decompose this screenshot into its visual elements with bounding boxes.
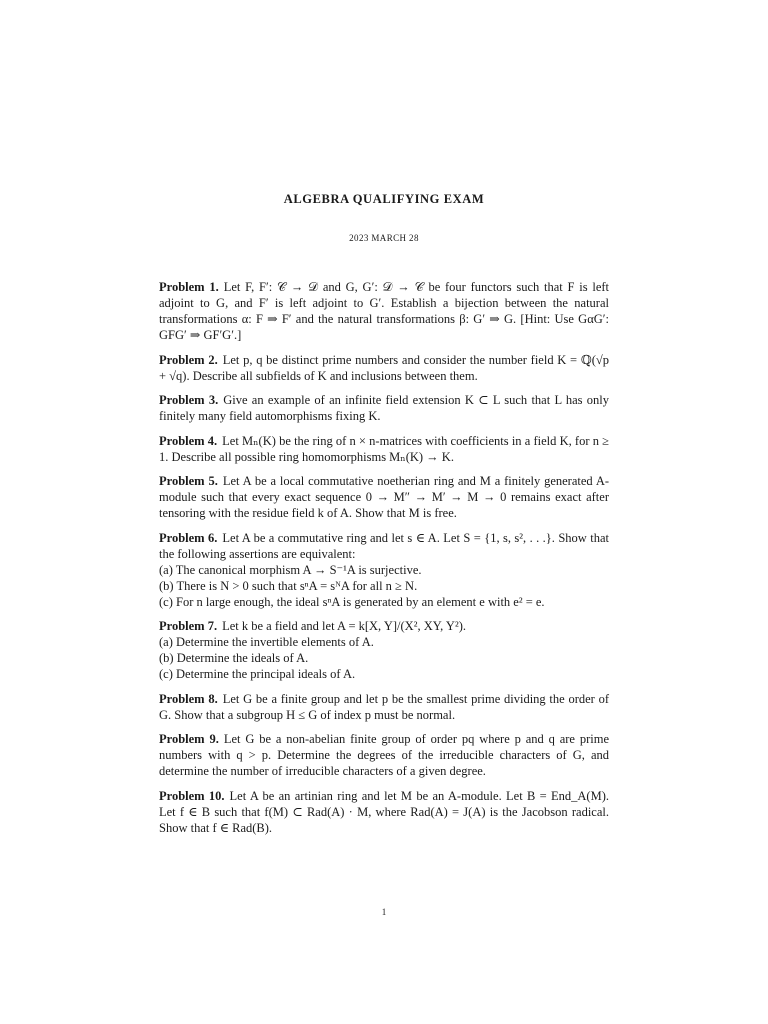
problem-label: Problem 4.	[159, 433, 218, 448]
page-number: 1	[381, 907, 387, 917]
problem-part: (a) The canonical morphism A → S⁻¹A is surjective.	[159, 562, 422, 577]
problem-parts	[159, 634, 609, 682]
problem-part: (b) Determine the ideals of A.	[159, 651, 309, 665]
problem-parts	[159, 562, 609, 610]
problem-3	[159, 392, 609, 424]
problem-part: (c) Determine the principal ideals of A.	[159, 667, 356, 681]
problem-1	[159, 279, 609, 343]
problem-text: Let A be a local commutative noetherian ring and M a finitely generated A-module such that every exact sequence 0 → M″ → M′ → M → 0 remains exact after tensoring with the residue field k of A. Show that M is free.	[159, 474, 610, 520]
problem-label: Problem 2.	[159, 352, 218, 367]
exam-date: 2023 MARCH 28	[349, 233, 419, 243]
problem-text: Let G be a non-abelian finite group of order pq where p and q are prime numbers with q > p. Determine the degrees of the irreducible characters of G, and determine the number of irreducible characters of a given degree.	[159, 732, 609, 778]
problem-label: Problem 10.	[159, 788, 225, 803]
problem-4	[159, 433, 609, 465]
problem-text: Give an example of an infinite field extension K ⊂ L such that L has only finitely many field automorphisms fixing K.	[159, 393, 610, 423]
problem-text: Let G be a finite group and let p be the smallest prime dividing the order of G. Show that a subgroup H ≤ G of index p must be normal.	[159, 691, 609, 722]
problem-8	[159, 691, 609, 723]
problem-9	[159, 731, 609, 779]
problem-text: Let Mₙ(K) be the ring of n × n-matrices with coefficients in a field K, for n ≥ 1. Describe all possible ring homomorphisms Mₙ(K) → K.	[159, 433, 610, 464]
problem-5	[159, 473, 609, 521]
problem-2	[159, 352, 609, 384]
problem-part: (c) For n large enough, the ideal sⁿA is generated by an element e with e² = e.	[159, 594, 545, 609]
problem-label: Problem 1.	[159, 280, 219, 294]
problem-label: Problem 6.	[159, 530, 218, 545]
problem-label: Problem 8.	[159, 691, 218, 706]
problem-label: Problem 7.	[159, 619, 218, 633]
problem-part: (b) There is N > 0 such that sⁿA = sᴺA for all n ≥ N.	[159, 578, 418, 593]
problem-label: Problem 9.	[159, 732, 219, 746]
problem-text: Let A be a commutative ring and let s ∈ A. Let S = {1, s, s², . . .}. Show that the following assertions are equivalent:	[159, 530, 610, 561]
problem-text: Let p, q be distinct prime numbers and consider the number field K = ℚ(√p + √q). Describe all subfields of K and inclusions between them.	[159, 352, 609, 383]
problem-label: Problem 5.	[159, 474, 218, 488]
problem-text: Let k be a field and let A = k[X, Y]/(X², XY, Y²).	[222, 619, 466, 633]
problem-text: Let A be an artinian ring and let M be an A-module. Let B = End_A(M). Let f ∈ B such that f(M) ⊂ Rad(A) · M, where Rad(A) = J(A) is the Jacobson radical. Show that f ∈ Rad(B).	[159, 788, 610, 835]
problem-10	[159, 788, 609, 836]
exam-title: ALGEBRA QUALIFYING EXAM	[283, 192, 485, 206]
problem-part: (a) Determine the invertible elements of A.	[159, 635, 374, 649]
problem-label: Problem 3.	[159, 393, 219, 407]
problem-7	[159, 618, 609, 682]
problem-6	[159, 530, 609, 610]
problem-text: Let F, F′: 𝒞 → 𝒟 and G, G′: 𝒟 → 𝒞 be four functors such that F is left adjoint to G, and F′ is left adjoint to G′. Establish a bijection between the natural transformations α: F ⇒ F′ and the natural transformations β: G′ ⇒ G. [Hint: Use GαG′: GFG′ ⇒ GF′G′.]	[159, 280, 609, 342]
problem-list	[159, 279, 609, 844]
